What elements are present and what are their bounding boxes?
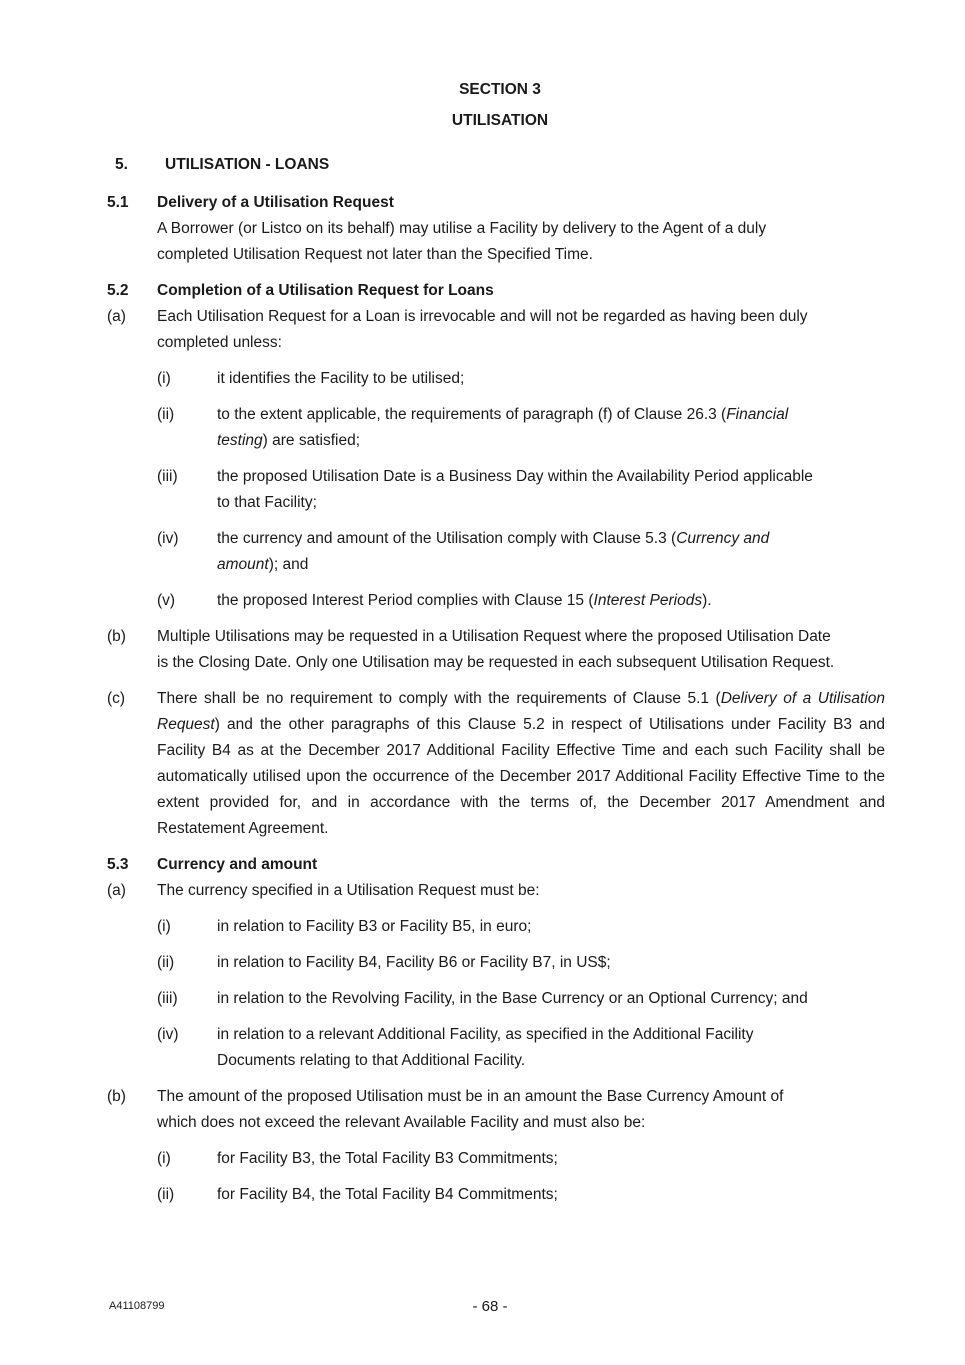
paragraph-text-line: completed unless: [157,334,282,351]
text-run: the proposed Interest Period complies with Clause 15 ( [217,592,594,609]
subparagraph-label: (iv) [157,530,179,547]
clause-5-2-number: 5.2 [107,282,129,299]
subparagraph-text: for Facility B4, the Total Facility B4 Commitments; [217,1186,558,1203]
paragraph-label: (b) [107,1088,126,1105]
subparagraph-text-line [217,428,360,454]
clause-title: UTILISATION - LOANS [165,156,330,173]
clause-5-3-title: Currency and amount [157,856,318,873]
subparagraph-label: (ii) [157,1186,175,1203]
paragraph-text: The currency specified in a Utilisation Request must be: [157,882,540,899]
paragraph-label: (a) [107,882,126,899]
text-run: to the extent applicable, the requirements of paragraph (f) of Clause 26.3 ( [217,406,727,423]
page-number: - 68 - [472,1298,508,1315]
subparagraph-label: (i) [157,370,171,387]
subparagraph-text-line: to that Facility; [217,494,317,511]
paragraph-text-line: is the Closing Date. Only one Utilisation may be requested in each subsequent Utilisation Request. [157,654,835,671]
italic-reference: testing [217,432,263,449]
italic-reference: Interest Periods [593,592,703,609]
document-reference: A41108799 [109,1300,165,1312]
subparagraph-text: in relation to Facility B4, Facility B6 or Facility B7, in US$; [217,954,611,971]
paragraph-label: (c) [107,690,126,707]
subparagraph-label: (iii) [157,468,178,485]
paragraph-text-line: Multiple Utilisations may be requested in a Utilisation Request where the proposed Utilisation Date [157,628,831,645]
paragraph-label: (a) [107,308,126,325]
text-run: ) are satisfied; [262,432,361,449]
subparagraph-label: (ii) [157,954,175,971]
clause-5-1-text-line: A Borrower (or Listco on its behalf) may utilise a Facility by delivery to the Agent of a duly [157,220,767,237]
subparagraph-text-line: Documents relating to that Additional Facility. [217,1052,526,1069]
italic-reference: amount [217,556,269,573]
clause-5-1-title: Delivery of a Utilisation Request [157,194,394,211]
subparagraph-text-line [217,526,769,552]
subparagraph-text: in relation to the Revolving Facility, in the Base Currency or an Optional Currency; and [217,990,808,1007]
subparagraph-text: it identifies the Facility to be utilised; [217,370,465,387]
subparagraph-text: for Facility B3, the Total Facility B3 Commitments; [217,1150,558,1167]
clause-5-3-number: 5.3 [107,856,129,873]
subparagraph-text-line: in relation to a relevant Additional Facility, as specified in the Additional Facility [217,1026,754,1043]
paragraph-text-line: The amount of the proposed Utilisation must be in an amount the Base Currency Amount of [157,1088,784,1105]
subparagraph-text: in relation to Facility B3 or Facility B5, in euro; [217,918,532,935]
text-run: ); and [268,556,309,573]
subparagraph-label: (v) [157,592,176,609]
subparagraph-text-line: the proposed Utilisation Date is a Business Day within the Availability Period applicable [217,468,813,485]
text-run: the currency and amount of the Utilisation comply with Clause 5.3 ( [217,530,677,547]
section-title: UTILISATION [451,112,549,129]
paragraph-text-line: which does not exceed the relevant Available Facility and must also be: [157,1114,646,1131]
subparagraph-label: (iv) [157,1026,179,1043]
clause-number: 5. [115,156,128,173]
clause-5-1-number: 5.1 [107,194,129,211]
italic-reference: Financial [726,406,789,423]
clause-5-1-text-line: completed Utilisation Request not later than the Specified Time. [157,246,593,263]
section-number: SECTION 3 [459,81,541,98]
subparagraph-label: (ii) [157,406,175,423]
subparagraph-text-line [217,552,308,578]
subparagraph-text-line [217,402,788,428]
text-run: ). [702,592,712,609]
italic-reference: Delivery of a Utilisation Request [157,690,885,733]
clause-5-2-title: Completion of a Utilisation Request for Loans [157,282,494,299]
subparagraph-label: (iii) [157,990,178,1007]
text-run: There shall be no requirement to comply with the requirements of Clause 5.1 ( [157,690,721,707]
italic-reference: Currency and [676,530,770,547]
paragraph-c-text [157,686,885,842]
subparagraph-label: (i) [157,1150,171,1167]
paragraph-text-line: Each Utilisation Request for a Loan is irrevocable and will not be regarded as having been duly [157,308,808,325]
subparagraph-label: (i) [157,918,171,935]
text-run: ) and the other paragraphs of this Clause 5.2 in respect of Utilisations under Facility B3 and Facility B4 as at the December 2017 Additional Facility Effective Time and each such Facility shall be automatically utilised upon the occurrence of the December 2017 Additional Facility Effective Time to the extent provided for, and in accordance with the terms of, the December 2017 Amendment and Restatement Agreement. [157,716,885,837]
paragraph-label: (b) [107,628,126,645]
subparagraph-text [217,588,712,614]
